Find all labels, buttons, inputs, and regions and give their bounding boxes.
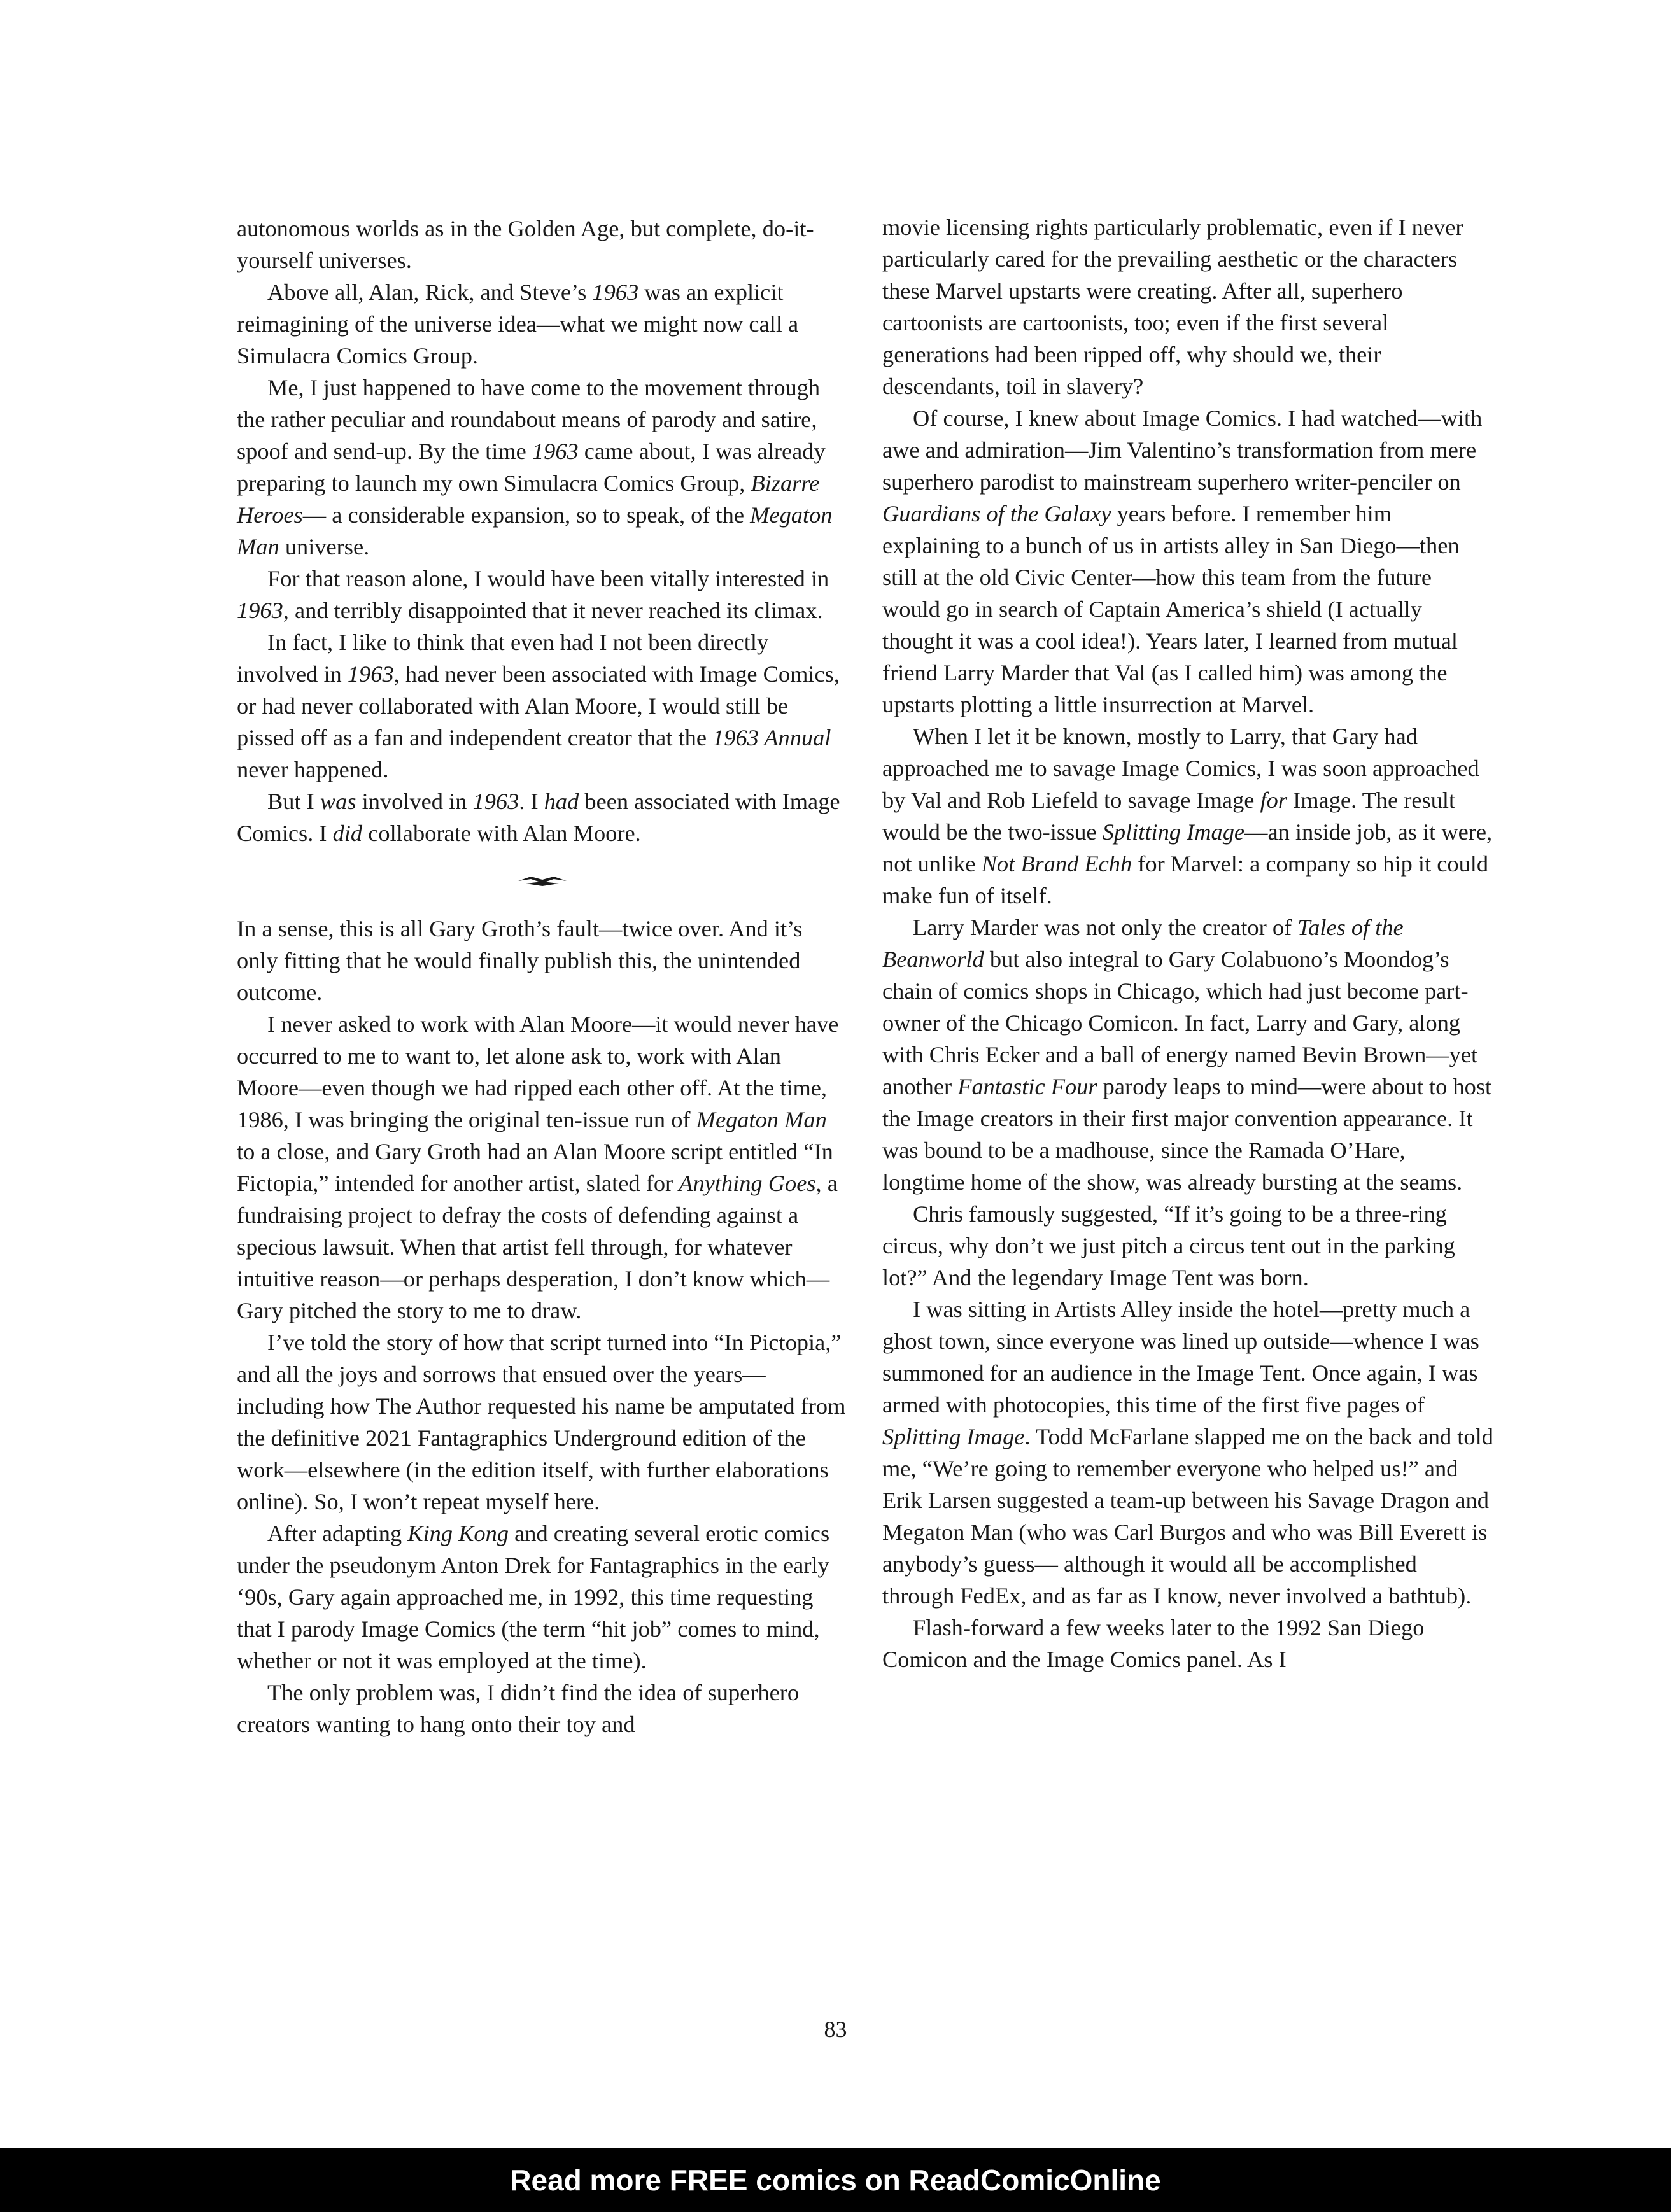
text-run: for Marvel: a company so hip it could make fun of itself. [882,851,1489,908]
italic-text: 1963 [532,439,579,464]
italic-text: 1963 Annual [712,725,831,750]
italic-text: did [332,821,363,846]
text-run: But I [267,789,320,814]
right-column [882,211,1493,1675]
italic-text: Tales of the Beanworld [882,915,1404,972]
text-run: parody leaps to mind—were about to host the Image creators in their first major convention appearance. It was bound to be a madhouse, since the Ramada O’Hare, longtime home of the show, was already bursting at the seams. [882,1074,1492,1195]
text-run: I never asked to work with Alan Moore—it would never have occurred to me to want to, let alone ask to, work with Alan Moore—even though we had ripped each other off. At the time, 1986, I was bringing the original ten-issue run of [237,1011,839,1132]
text-run: — a considerable expansion, so to speak, of the [302,502,751,528]
text-run: I was sitting in Artists Alley inside the hotel—pretty much a ghost town, since everyone was lined up outside—whence I was summoned for an audience in the Image Tent. Once again, I was armed with photocopies, this time of the first five pages of [882,1297,1479,1418]
text-run: to a close, and Gary Groth had an Alan Moore script entitled “In Fictopia,” intended for another artist, slated for [237,1139,833,1196]
text-run: came about, I was already preparing to launch my own Simulacra Comics Group, [237,439,826,496]
italic-text: Bizarre Heroes [237,470,820,528]
italic-text: Megaton Man [696,1107,827,1132]
italic-text: Splitting Image [882,1424,1025,1449]
italic-text: King Kong [407,1521,509,1546]
italic-text: 1963 [347,661,394,687]
text-run: autonomous worlds as in the Golden Age, but complete, do-it-yourself universes. [237,216,814,273]
text-run: Image. The result would be the two-issue [882,787,1456,845]
italic-text: Anything Goes [679,1171,816,1196]
paragraph [882,1198,1493,1293]
text-run: , and terribly disappointed that it never reached its climax. [283,598,823,623]
text-run: , a fundraising project to defray the costs of defending against a specious lawsuit. When that artist fell through, for whatever intuitive reason—or perhaps desperation, I don’t know which—Gary pitched the story to me to draw. [237,1171,838,1323]
text-run: Chris famously suggested, “If it’s going to be a three-ring circus, why don’t we just pitch a circus tent out in the parking lot?” And the legendary Image Tent was born. [882,1201,1455,1290]
paragraph [237,1518,848,1677]
italic-text: was [320,789,356,814]
paragraph [882,721,1493,912]
paragraph [882,1612,1493,1675]
text-run: In fact, I like to think that even had I not been directly involved in [237,630,769,687]
paragraph [237,785,848,849]
paragraph [882,211,1493,402]
italic-text: Fantastic Four [957,1074,1097,1099]
text-run: In a sense, this is all Gary Groth’s fault—twice over. And it’s only fitting that he would finally publish this, the unintended outcome. [237,916,803,1005]
italic-text: for [1260,787,1288,813]
paragraph [237,1327,848,1518]
paragraph [882,912,1493,1198]
text-run: and creating several erotic comics under the pseudonym Anton Drek for Fantagraphics in the early ‘90s, Gary again approached me, in 1992, this time requesting that I parody Image Comics (the term “hit job” comes to mind, whether or not it was employed at the time). [237,1521,830,1673]
paragraph [237,1008,848,1327]
section-break-ornament [237,849,848,913]
italic-text: had [544,789,579,814]
text-run: , had never been associated with Image Comics, or had never collaborated with Alan Moore, I would still be pissed off as a fan and independent creator that the [237,661,840,750]
text-run: been associated with Image Comics. I [237,789,840,846]
italic-text: Splitting Image [1102,819,1245,845]
italic-text: 1963 [237,598,283,623]
promo-banner[interactable] [0,2148,1671,2212]
paragraph [237,626,848,785]
text-run: Me, I just happened to have come to the movement through the rather peculiar and roundabout means of parody and satire, spoof and send-up. By the time [237,375,821,464]
text-run: but also integral to Gary Colabuono’s Moondog’s chain of comics shops in Chicago, which had just become part-owner of the Chicago Comicon. In fact, Larry and Gary, along with Chris Ecker and a ball of energy named Bevin Brown—yet another [882,947,1478,1099]
paragraph [237,213,848,276]
paragraph [882,402,1493,721]
text-run: movie licensing rights particularly problematic, even if I never particularly cared for the prevailing aesthetic or the characters these Marvel upstarts were creating. After all, superhero cartoonists are cartoonists, too; even if the first several generations had been ripped off, why should we, their descendants, toil in slavery? [882,215,1463,399]
italic-text: Not Brand Echh [981,851,1132,877]
page-number: 83 [824,2017,847,2042]
italic-text: Megaton Man [237,502,833,560]
text-run: involved in [356,789,473,814]
paragraph [237,1677,848,1740]
left-column [237,213,848,1740]
paragraph [882,1293,1493,1612]
text-run: After adapting [267,1521,408,1546]
text-run: For that reason alone, I would have been vitally interested in [267,566,829,591]
text-run: Above all, Alan, Rick, and Steve’s [267,279,593,305]
text-run: Larry Marder was not only the creator of [913,915,1298,940]
paragraph [237,563,848,626]
italic-text: 1963 [472,789,519,814]
text-run: universe. [279,534,370,560]
text-run: The only problem was, I didn’t find the idea of superhero creators wanting to hang onto their toy and [237,1680,800,1737]
text-run: never happened. [237,757,389,782]
text-run: was an explicit reimagining of the universe idea—what we might now call a Simulacra Comics Group. [237,279,799,369]
paragraph [237,913,848,1008]
text-run: —an inside job, as it were, not unlike [882,819,1493,877]
text-run: . Todd McFarlane slapped me on the back and told me, “We’re going to remember everyone who helped us!” and Erik Larsen suggested a team-up between his Savage Dragon and Megaton Man (who was Carl Burgos and who was Bill Everett is anybody’s guess— although it would all be accomplished through FedEx, and as far as I know, never involved a bathtub). [882,1424,1493,1609]
text-run: years before. I remember him explaining to a bunch of us in artists alley in San Diego—then still at the old Civic Center—how this team from the future would go in search of Captain America’s shield (I actually thought it was a cool idea!). Years later, I learned from mutual friend Larry Marder that Val (as I called him) was among the upstarts plotting a little insurrection at Marvel. [882,501,1460,717]
text-run: Flash-forward a few weeks later to the 1992 San Diego Comicon and the Image Comics panel. As I [882,1615,1425,1672]
text-run: When I let it be known, mostly to Larry, that Gary had approached me to savage Image Comics, I was soon approached by Val and Rob Liefeld to savage Image [882,724,1479,813]
text-run: Of course, I knew about Image Comics. I had watched—with awe and admiration—Jim Valentino’s transformation from mere superhero parodist to mainstream superhero writer-penciler on [882,405,1483,495]
paragraph [237,372,848,563]
text-run: I’ve told the story of how that script turned into “In Pictopia,” and all the joys and sorrows that ensued over the years—including how The Author requested his name be amputated from the definitive 2021 Fantagraphics Underground edition of the work—elsewhere (in the edition itself, with further elaborations online). So, I won’t repeat myself here. [237,1330,846,1514]
text-run: collaborate with Alan Moore. [362,821,641,846]
text-run: . I [519,789,544,814]
paragraph [237,276,848,372]
promo-banner-text: Read more FREE comics on ReadComicOnline [510,2164,1161,2197]
italic-text: 1963 [592,279,639,305]
italic-text: Guardians of the Galaxy [882,501,1111,526]
